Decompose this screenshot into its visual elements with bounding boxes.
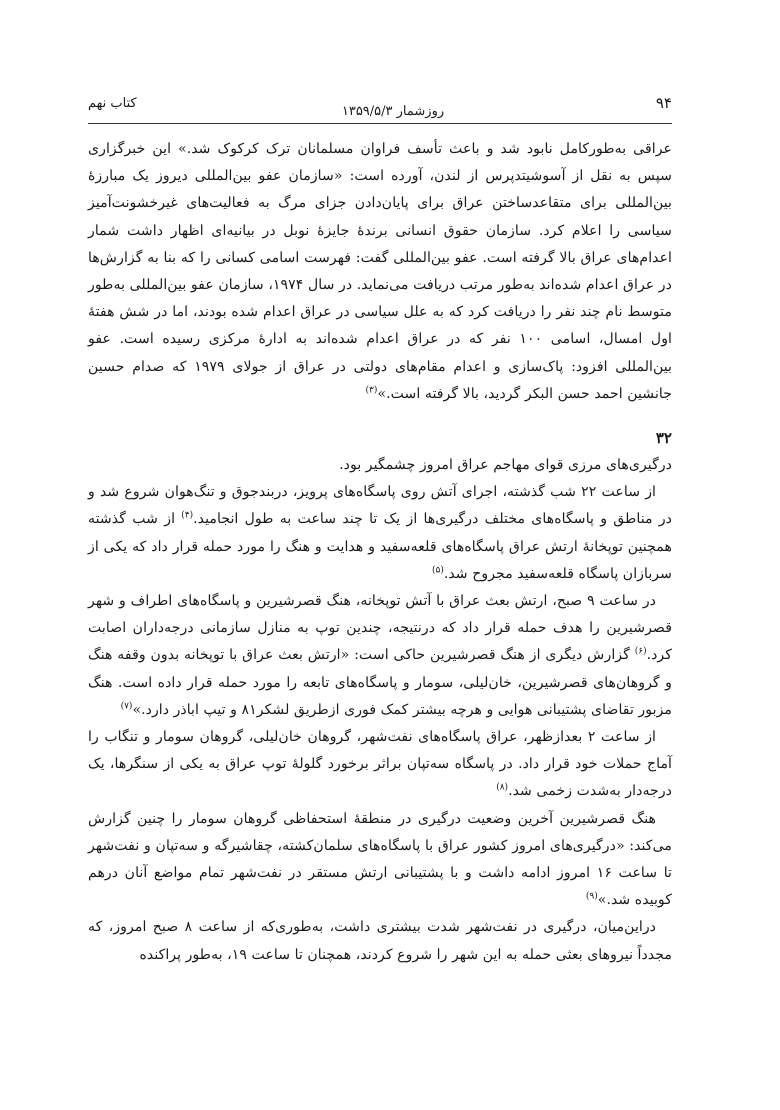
paragraph-continued: عراقی به‌طورکامل نابود شد و باعث تأسف فراوان مسلمانان ترک کرکوک شد.» این خبرگزاری سپس به نقل از آسوشیتدپرس از لندن، آورده است: «سازمان عفو بین‌المللی دیروز یک مبارزهٔ بین‌المللی برای متقاعدساختن عراق برای پایان‌دادن جزای مرگ به فعالیت‌های غیرخشونت‌آمیز سیاسی را اعلام کرد. سازمان حقوق انسانی برندهٔ جایزهٔ نوبل در بیانیه‌ای اظهار داشت شمار اعدام‌های عراق بالا گرفته است. عفو بین‌المللی گفت: فهرست اسامی کسانی را که بنا به گزارش‌ها در عراق اعدام شده‌اند به‌طور مرتب دریافت می‌نماید. در سال ۱۹۷۴، سازمان عفو بین‌المللی به‌طور متوسط نام چند نفر را دریافت کرد که به علل سیاسی در عراق اعدام شده بودند، اما در شش هفتهٔ اول امسال، اسامی ۱۰۰ نفر که در عراق اعدام شده‌اند به ادارهٔ مرکزی رسیده است. عفو بین‌المللی افزود: پاک‌سازی و اعدام مقام‌های دولتی در عراق از جولای ۱۹۷۹ که صدام حسین جانشین احمد حسن البکر گردید، بالا گرفته است.»$^{(۳)}$	[88, 141, 672, 402]
page-number: ۹۴	[655, 94, 672, 112]
footnote-ref: (۴)	[181, 510, 194, 521]
running-title: روزشمار ۱۳۵۹/۵/۳	[341, 104, 445, 119]
paragraph: دراین‌میان، درگیری در نفت‌شهر شدت بیشتری داشت، به‌طوری‌که از ساعت ۸ صبح امروز، که مجدداً نیروهای بعثی حمله به این شهر را شروع کردند، همچنان تا ساعت ۱۹، به‌طور پراکنده	[88, 919, 672, 963]
header-rule	[88, 123, 672, 124]
book-title: کتاب نهم	[88, 96, 137, 111]
body-text	[88, 136, 672, 969]
paragraph: درگیری‌های مرزی قوای مهاجم عراق امروز چشمگیر بود.	[339, 457, 672, 474]
paragraph: هنگ قصرشیرین آخرین وضعیت درگیری در منطقهٔ استحفاظی گروهان سومار را چنین گزارش می‌کند: «درگیری‌های امروز کشور عراق با پاسگاه‌های سلمان‌کشته، چقاشیرگه و سه‌تپان و نفت‌شهر تا ساعت ۱۶ امروز ادامه داشت و با پشتیبانی ارتش مستقر در نفت‌شهر تمام مواضع آنان درهم کوبیده شد.»$^{(۹)}$	[88, 810, 672, 909]
footnote-ref: (۸)	[496, 782, 509, 793]
page-header	[88, 88, 672, 126]
footnote-ref: (۹)	[585, 891, 598, 902]
paragraph: در ساعت ۹ صبح، ارتش بعث عراق با آتش توپخانه، هنگ قصرشیرین و پاسگاه‌های اطراف و شهر قصرشیرین را هدف حمله قرار داد که درنتیجه، چندین توپ به منازل سازمانی درجه‌داران اصابت کرد.$^{(۶)}$ گزارش دیگری از هنگ قصرشیرین حاکی است: «ارتش بعث عراق با توپخانه بدون وقفه هنگ و گروهان‌های قصرشیرین، خان‌لیلی، سومار و پاسگاه‌های تابعه را مورد حمله قرار داده است. هنگ مزبور تقاضای پشتیبانی هوایی و هرچه بیشتر کمک فوری ازطریق لشکر۸۱ و تیپ اباذر دارد.»$^{(۷)}$	[88, 593, 672, 718]
footnote-ref: (۳)	[365, 385, 378, 396]
paragraph: از ساعت ۲۲ شب گذشته، اجرای آتش روی پاسگاه‌های پرویز، دربندجوق و تنگ‌هوان شروع شد و در مناطق و پاسگاه‌های مختلف درگیری‌ها از یک تا چند ساعت به طول انجامید.$^{(۴)}$ از شب گذشته همچنین توپخانهٔ ارتش عراق پاسگاه‌های قلعه‌سفید و هدایت و هنگ را مورد حمله قرار داد که یکی از سربازان پاسگاه قلعه‌سفید مجروح شد.$^{(۵)}$	[88, 484, 672, 582]
paragraph: از ساعت ۲ بعدازظهر، عراق پاسگاه‌های نفت‌شهر، گروهان خان‌لیلی، گروهان سومار و تنگاب را آماج حملات خود قرار داد. در پاسگاه سه‌تپان براثر برخورد گلولهٔ توپ عراق به یکی از سنگرها، یک درجه‌دار به‌شدت زخمی شد.$^{(۸)}$	[88, 729, 672, 800]
footnote-ref: (۶)	[634, 646, 647, 657]
footnote-ref: (۷)	[120, 701, 133, 712]
footnote-ref: (۵)	[431, 565, 444, 576]
section-number: ۳۲	[655, 429, 672, 448]
